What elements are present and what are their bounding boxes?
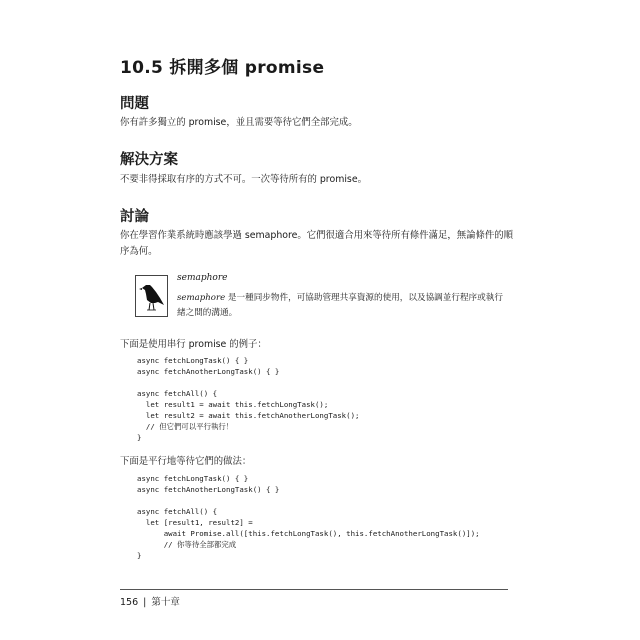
- discussion-heading: 討論: [120, 209, 149, 225]
- solution-heading: 解決方案: [120, 152, 178, 168]
- parallel-intro: 下面是平行地等待它們的做法：: [120, 456, 252, 467]
- section-title: 10.5 拆開多個 promise: [120, 58, 325, 78]
- note-box: [135, 271, 525, 319]
- note-text: [177, 291, 507, 320]
- chapter-label: 第十章: [151, 597, 180, 608]
- crow-icon: [135, 275, 168, 317]
- parallel-code-block: async fetchLongTask() { } async fetchAnotherLongTask() { } async fetchAll() { let [result1, result2] = await Promise.all([this.fetchLongTask(), this.fetchAnotherLongTask()]); // 你等待全部都完成 }: [137, 474, 480, 560]
- serial-code-block: async fetchLongTask() { } async fetchAnotherLongTask() { } async fetchAll() { let result1 = await this.fetchLongTask(); let result2 = await this.fetchAnotherLongTask(); // 但它們可以平行執行！ }: [137, 356, 360, 442]
- note-term: semaphore: [177, 293, 226, 303]
- serial-intro: 下面是使用串行 promise 的例子：: [120, 339, 267, 350]
- footer-separator: |: [143, 597, 147, 608]
- discussion-text: 你在學習作業系統時應該學過 semaphore。它們很適合用來等待所有條件滿足，無論條件的順序為何。: [120, 230, 514, 257]
- problem-text: 你有許多獨立的 promise，並且需要等待它們全部完成。: [120, 117, 358, 128]
- note-title: semaphore: [177, 273, 228, 283]
- page-footer: [120, 594, 180, 608]
- page-number: 156: [120, 597, 139, 608]
- note-body: 是一種同步物件，可協助管理共享資源的使用，以及協調並行程序或執行緒之間的溝通。: [177, 293, 503, 318]
- footer-rule: [120, 589, 508, 590]
- solution-text: 不要非得採取有序的方式不可。一次等待所有的 promise。: [120, 174, 367, 185]
- problem-heading: 問題: [120, 96, 149, 112]
